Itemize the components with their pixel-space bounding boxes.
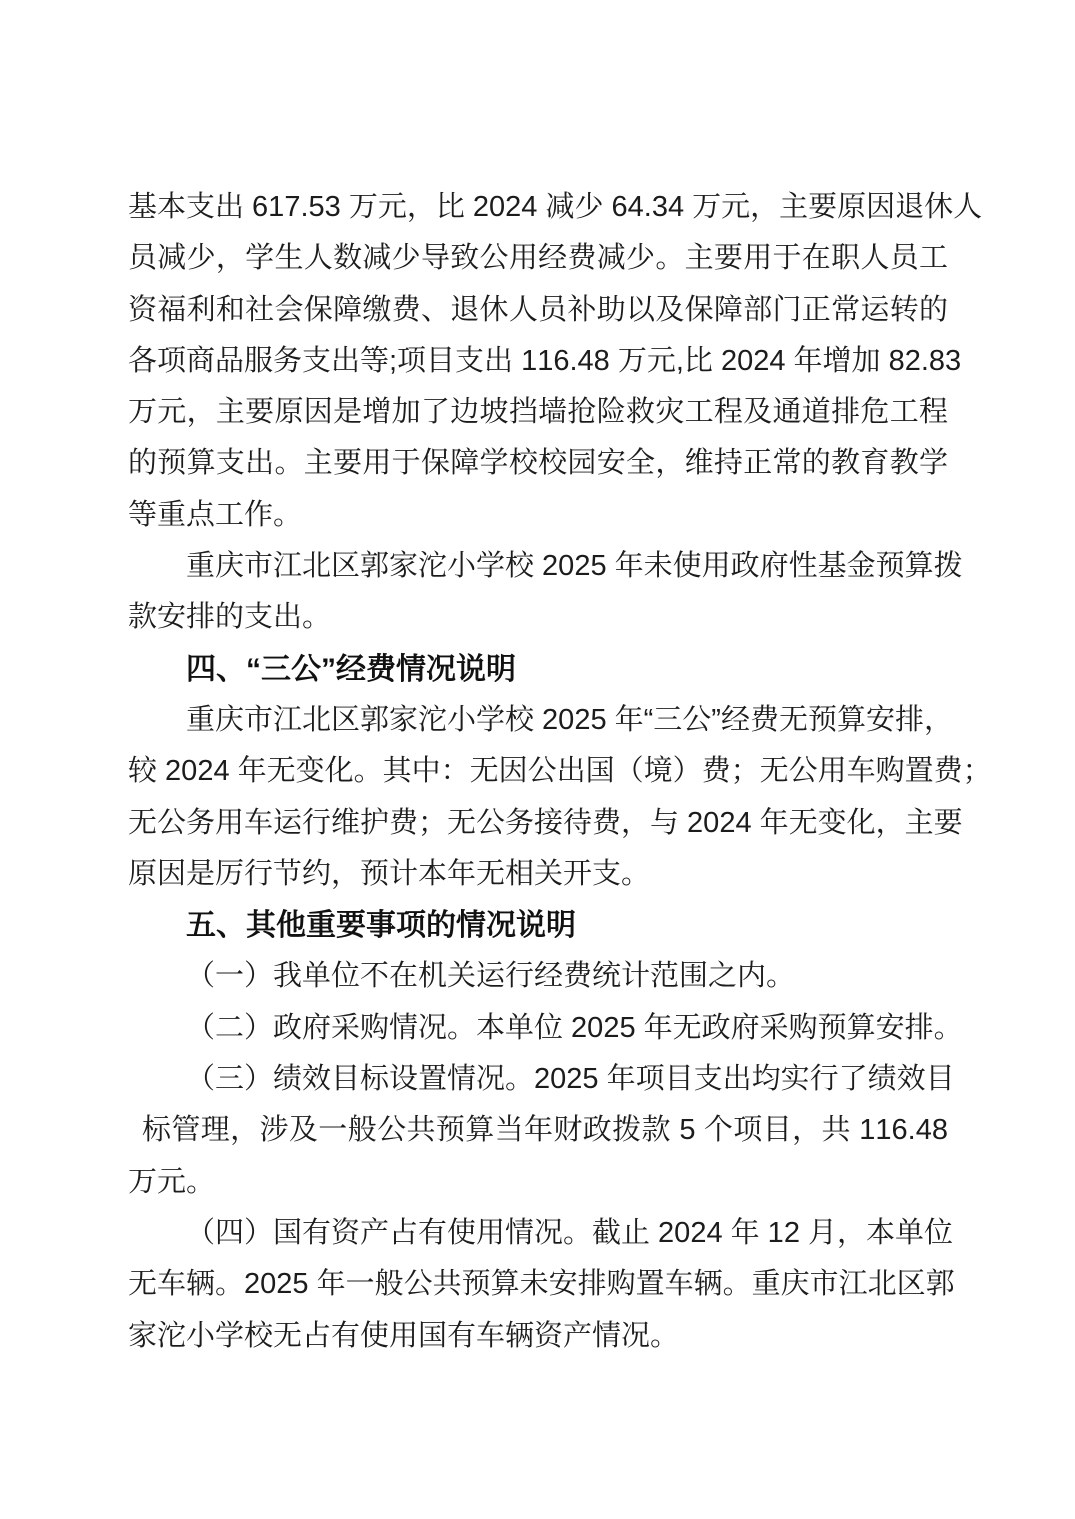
text-line: 重庆市江北区郭家沱小学校 2025 年未使用政府性基金预算拨	[186, 550, 963, 583]
text-line: （四）国有资产占有使用情况。截止 2024 年 12 月，本单位	[186, 1216, 954, 1249]
section-heading-sangong-expenses: 四、“三公”经费情况说明	[186, 652, 516, 686]
text-line: （三）绩效目标设置情况。2025 年项目支出均实行了绩效目	[186, 1063, 955, 1096]
text-line: 原因是厉行节约，预计本年无相关开支。	[128, 857, 651, 890]
text-line: 万元，主要原因是增加了边坡挡墙抢险救灾工程及通道排危工程	[128, 396, 948, 429]
text-line: 重庆市江北区郭家沱小学校 2025 年“三公”经费无预算安排，	[186, 703, 953, 736]
text-line: 家沱小学校无占有使用国有车辆资产情况。	[128, 1319, 680, 1352]
text-line: 等重点工作。	[128, 498, 303, 531]
text-line: 较 2024 年无变化。其中：无因公出国（境）费；无公用车购置费；	[128, 755, 992, 788]
section-heading-other-matters: 五、其他重要事项的情况说明	[186, 909, 576, 943]
text-line: 资福利和社会保障缴费、退休人员补助以及保障部门正常运转的	[128, 293, 948, 326]
text-line: 款安排的支出。	[128, 601, 332, 634]
text-line: 各项商品服务支出等;项目支出 116.48 万元,比 2024 年增加 82.83	[128, 344, 962, 377]
text-line: 无公务用车运行维护费；无公务接待费，与 2024 年无变化，主要	[128, 806, 963, 839]
text-line: 基本支出 617.53 万元，比 2024 减少 64.34 万元，主要原因退休人	[128, 191, 983, 223]
text-line: 无车辆。2025 年一般公共预算未安排购置车辆。重庆市江北区郭	[128, 1268, 955, 1301]
text-line: （一）我单位不在机关运行经费统计范围之内。	[186, 960, 796, 993]
text-line: 标管理，涉及一般公共预算当年财政拨款 5 个项目，共 116.48	[142, 1114, 948, 1147]
text-line: 的预算支出。主要用于保障学校校园安全，维持正常的教育教学	[128, 447, 948, 480]
text-line: 员减少，学生人数减少导致公用经费减少。主要用于在职人员工	[128, 242, 948, 275]
text-line: 万元。	[128, 1165, 216, 1198]
text-line: （二）政府采购情况。本单位 2025 年无政府采购预算安排。	[186, 1011, 963, 1044]
document-text-block	[128, 182, 992, 1362]
